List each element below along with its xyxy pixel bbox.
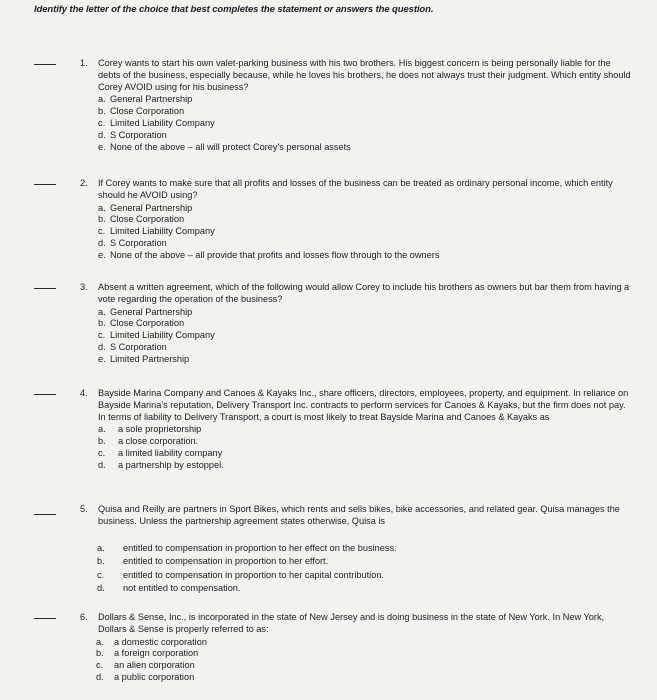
option: a. General Partnership (98, 202, 193, 213)
option: b. Close Corporation (98, 214, 185, 225)
option: c. entitled to compensation in proportion to her capital contribution. (97, 569, 384, 580)
option: b. a close corporation. (98, 436, 199, 447)
option: b. Close Corporation (98, 106, 185, 117)
option-list (98, 203, 634, 262)
option: d. S Corporation (98, 129, 167, 140)
answer-blank[interactable] (34, 394, 56, 395)
question-number: 4. (80, 388, 88, 398)
option: e. None of the above – all provide that profits and losses flow through to the owners (98, 249, 440, 260)
option: c. a limited liability company (98, 447, 223, 458)
option: e. Limited Partnership (98, 353, 190, 364)
question-number: 3. (80, 282, 88, 292)
question-stem: Corey wants to start his own valet-parking business with his two brothers. His biggest concern is being personally liable for the debts of the business, especially because, while he loves his brothers, he does not always trust their judgment. Which entity should Corey AVOID using for his business? (98, 58, 631, 92)
question-number: 1. (80, 58, 88, 68)
question-number: 5. (80, 504, 88, 514)
question-stem: Quisa and Reilly are partners in Sport Bikes, which rents and sells bikes, bike accessories, and related gear. Quisa manages the business. Unless the partnership agreement states otherwise, Quisa is (98, 504, 620, 526)
answer-blank[interactable] (34, 288, 56, 289)
option: d. not entitled to compensation. (97, 583, 241, 594)
option: b. a foreign corporation (96, 648, 199, 659)
answer-blank[interactable] (34, 618, 56, 619)
question-stem: Bayside Marina Company and Canoes & Kayaks Inc., share officers, directors, employees, property, and equipment. In reliance on Bayside Marina's reputation, Delivery Transport Inc. contracts to perform services for Canoes & Kayaks, but the firm does not pay. In terms of liability to Delivery Transport, a court is most likely to treat Bayside Marina and Canoes & Kayaks as (98, 388, 629, 422)
option: c. Limited Liability Company (98, 117, 215, 128)
question-number: 6. (80, 612, 88, 622)
option: d. S Corporation (98, 341, 167, 352)
option: a. entitled to compensation in proportion to her effect on the business. (97, 542, 397, 553)
option-list (98, 94, 634, 153)
option: d. S Corporation (98, 237, 167, 248)
option: a. a sole proprietorship (98, 424, 202, 435)
question-number: 2. (80, 178, 88, 188)
option-list (97, 542, 634, 596)
instructions-header: Identify the letter of the choice that best completes the statement or answers the question. (34, 4, 434, 15)
option: b. entitled to compensation in proportion to her effort. (97, 556, 329, 567)
answer-blank[interactable] (34, 184, 56, 185)
option: d. a public corporation (96, 671, 195, 682)
question-stem: Dollars & Sense, Inc., is incorporated in the state of New Jersey and is doing business in the state of New York. In New York, Dollars & Sense is properly referred to as: (98, 612, 605, 634)
question-stem: Absent a written agreement, which of the following would allow Corey to include his brothers as owners but bar them from having a vote regarding the operation of the business? (98, 282, 630, 304)
option: c. an alien corporation (96, 660, 195, 671)
option: a. a domestic corporation (96, 636, 207, 647)
option: c. Limited Liability Company (98, 226, 215, 237)
option: b. Close Corporation (98, 318, 185, 329)
option: e. None of the above – all will protect Corey's personal assets (98, 141, 351, 152)
answer-blank[interactable] (34, 514, 56, 515)
option-list (96, 637, 634, 684)
option-list (98, 307, 634, 366)
option-list (98, 424, 634, 471)
option: a. General Partnership (98, 94, 193, 105)
option: a. General Partnership (98, 306, 193, 317)
option: d. a partnership by estoppel. (98, 459, 224, 470)
answer-blank[interactable] (34, 64, 56, 65)
option: c. Limited Liability Company (98, 330, 215, 341)
question-stem: If Corey wants to make sure that all profits and losses of the business can be treated as ordinary personal income, which entity should he AVOID using? (98, 178, 613, 200)
